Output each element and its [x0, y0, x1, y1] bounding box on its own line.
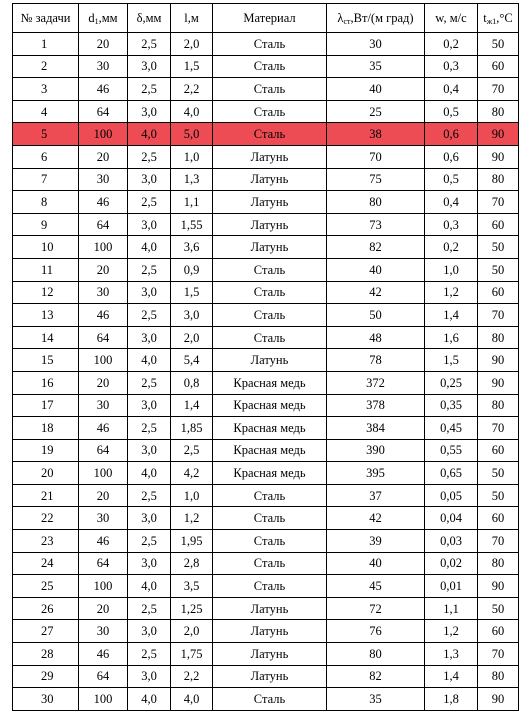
cell-diameter: 30: [79, 168, 128, 191]
header-velocity-text: w, м/с: [435, 11, 467, 25]
cell-thickness: 3,0: [128, 100, 171, 123]
cell-velocity: 1,2: [425, 281, 478, 304]
cell-length: 3,5: [171, 575, 213, 598]
cell-length: 1,75: [171, 643, 213, 666]
cell-length: 1,5: [171, 55, 213, 78]
cell-temperature: 60: [478, 439, 519, 462]
cell-thickness: 2,5: [128, 371, 171, 394]
cell-diameter: 64: [79, 552, 128, 575]
cell-thickness: 3,0: [128, 507, 171, 530]
cell-material: Красная медь: [213, 439, 327, 462]
cell-task-number: 19: [13, 439, 79, 462]
cell-conductivity: 80: [327, 643, 425, 666]
cell-temperature: 90: [478, 145, 519, 168]
cell-conductivity: 80: [327, 191, 425, 214]
cell-thickness: 2,5: [128, 78, 171, 101]
cell-conductivity: 35: [327, 688, 425, 711]
cell-task-number: 30: [13, 688, 79, 711]
cell-task-number: 3: [13, 78, 79, 101]
table-body: [13, 33, 519, 711]
cell-length: 1,2: [171, 507, 213, 530]
cell-thickness: 2,5: [128, 33, 171, 56]
cell-conductivity: 40: [327, 78, 425, 101]
header-diameter-unit: ,мм: [98, 11, 118, 25]
cell-velocity: 0,02: [425, 552, 478, 575]
cell-diameter: 30: [79, 281, 128, 304]
cell-temperature: 50: [478, 258, 519, 281]
cell-temperature: 60: [478, 281, 519, 304]
table-row: [13, 326, 519, 349]
cell-conductivity: 73: [327, 213, 425, 236]
cell-task-number: 5: [13, 123, 79, 146]
cell-thickness: 3,0: [128, 439, 171, 462]
cell-task-number: 29: [13, 665, 79, 688]
cell-conductivity: 82: [327, 665, 425, 688]
table-row: [13, 371, 519, 394]
cell-conductivity: 37: [327, 484, 425, 507]
cell-length: 2,2: [171, 665, 213, 688]
cell-temperature: 80: [478, 394, 519, 417]
table-row: [13, 168, 519, 191]
cell-thickness: 3,0: [128, 55, 171, 78]
cell-material: Латунь: [213, 665, 327, 688]
cell-diameter: 30: [79, 620, 128, 643]
header-thickness-text: δ,мм: [136, 11, 162, 25]
cell-velocity: 0,03: [425, 530, 478, 553]
cell-task-number: 10: [13, 236, 79, 259]
cell-velocity: 0,2: [425, 236, 478, 259]
table-row-highlighted: [13, 123, 519, 146]
cell-material: Латунь: [213, 597, 327, 620]
cell-diameter: 100: [79, 123, 128, 146]
cell-length: 1,4: [171, 394, 213, 417]
cell-diameter: 46: [79, 417, 128, 440]
cell-temperature: 90: [478, 349, 519, 372]
cell-length: 0,9: [171, 258, 213, 281]
cell-temperature: 80: [478, 168, 519, 191]
table-row: [13, 236, 519, 259]
cell-diameter: 100: [79, 236, 128, 259]
cell-length: 4,0: [171, 688, 213, 711]
table-row: [13, 597, 519, 620]
table-row: [13, 507, 519, 530]
cell-length: 4,0: [171, 100, 213, 123]
cell-thickness: 3,0: [128, 552, 171, 575]
cell-velocity: 0,6: [425, 123, 478, 146]
header-velocity: [425, 4, 478, 33]
cell-temperature: 50: [478, 484, 519, 507]
cell-velocity: 1,8: [425, 688, 478, 711]
header-conductivity: [327, 4, 425, 33]
cell-material: Красная медь: [213, 371, 327, 394]
cell-diameter: 30: [79, 394, 128, 417]
header-conductivity-subscript: ст: [343, 17, 351, 26]
cell-material: Красная медь: [213, 394, 327, 417]
cell-task-number: 20: [13, 462, 79, 485]
cell-task-number: 21: [13, 484, 79, 507]
cell-conductivity: 42: [327, 507, 425, 530]
cell-temperature: 70: [478, 304, 519, 327]
header-conductivity-unit: ,Вт/(м град): [350, 11, 414, 25]
cell-temperature: 90: [478, 371, 519, 394]
cell-length: 1,3: [171, 168, 213, 191]
header-temperature-unit: ,°С: [496, 11, 513, 25]
cell-temperature: 50: [478, 236, 519, 259]
cell-conductivity: 39: [327, 530, 425, 553]
cell-thickness: 4,0: [128, 462, 171, 485]
cell-temperature: 80: [478, 665, 519, 688]
header-task-number-text: № задачи: [20, 11, 71, 25]
table-row: [13, 484, 519, 507]
cell-material: Сталь: [213, 281, 327, 304]
cell-conductivity: 48: [327, 326, 425, 349]
cell-temperature: 90: [478, 575, 519, 598]
cell-task-number: 2: [13, 55, 79, 78]
cell-material: Латунь: [213, 620, 327, 643]
cell-conductivity: 25: [327, 100, 425, 123]
cell-thickness: 2,5: [128, 484, 171, 507]
header-task-number: [13, 4, 79, 33]
header-row: [13, 4, 519, 33]
table-row: [13, 462, 519, 485]
cell-conductivity: 30: [327, 33, 425, 56]
cell-velocity: 0,45: [425, 417, 478, 440]
cell-diameter: 46: [79, 530, 128, 553]
cell-material: Сталь: [213, 484, 327, 507]
cell-thickness: 3,0: [128, 213, 171, 236]
cell-conductivity: 45: [327, 575, 425, 598]
cell-conductivity: 372: [327, 371, 425, 394]
cell-task-number: 27: [13, 620, 79, 643]
cell-velocity: 0,65: [425, 462, 478, 485]
cell-length: 1,85: [171, 417, 213, 440]
cell-task-number: 28: [13, 643, 79, 666]
cell-conductivity: 378: [327, 394, 425, 417]
cell-diameter: 46: [79, 191, 128, 214]
cell-length: 2,8: [171, 552, 213, 575]
cell-conductivity: 40: [327, 552, 425, 575]
cell-velocity: 0,05: [425, 484, 478, 507]
cell-velocity: 0,55: [425, 439, 478, 462]
cell-temperature: 50: [478, 597, 519, 620]
cell-temperature: 70: [478, 643, 519, 666]
cell-material: Сталь: [213, 55, 327, 78]
cell-conductivity: 50: [327, 304, 425, 327]
header-diameter-symbol: d: [88, 11, 95, 25]
cell-thickness: 3,0: [128, 620, 171, 643]
cell-material: Латунь: [213, 168, 327, 191]
cell-velocity: 0,04: [425, 507, 478, 530]
cell-diameter: 64: [79, 213, 128, 236]
cell-thickness: 2,5: [128, 417, 171, 440]
cell-material: Красная медь: [213, 417, 327, 440]
cell-thickness: 4,0: [128, 236, 171, 259]
cell-diameter: 100: [79, 575, 128, 598]
cell-length: 4,2: [171, 462, 213, 485]
cell-length: 5,4: [171, 349, 213, 372]
cell-diameter: 100: [79, 462, 128, 485]
cell-task-number: 14: [13, 326, 79, 349]
cell-temperature: 70: [478, 417, 519, 440]
cell-velocity: 1,4: [425, 665, 478, 688]
cell-thickness: 2,5: [128, 643, 171, 666]
table-row: [13, 100, 519, 123]
header-length-text: l,м: [184, 11, 199, 25]
cell-task-number: 1: [13, 33, 79, 56]
cell-velocity: 1,1: [425, 597, 478, 620]
cell-temperature: 70: [478, 191, 519, 214]
cell-diameter: 100: [79, 688, 128, 711]
cell-material: Латунь: [213, 145, 327, 168]
cell-temperature: 50: [478, 462, 519, 485]
cell-length: 1,1: [171, 191, 213, 214]
header-length: [171, 4, 213, 33]
cell-temperature: 70: [478, 78, 519, 101]
cell-material: Сталь: [213, 258, 327, 281]
table-row: [13, 688, 519, 711]
cell-conductivity: 38: [327, 123, 425, 146]
cell-diameter: 46: [79, 78, 128, 101]
table-row: [13, 439, 519, 462]
cell-task-number: 18: [13, 417, 79, 440]
cell-material: Сталь: [213, 552, 327, 575]
cell-conductivity: 40: [327, 258, 425, 281]
cell-length: 1,0: [171, 145, 213, 168]
table-row: [13, 304, 519, 327]
cell-diameter: 20: [79, 597, 128, 620]
cell-thickness: 2,5: [128, 597, 171, 620]
cell-task-number: 23: [13, 530, 79, 553]
cell-temperature: 60: [478, 55, 519, 78]
header-temperature-symbol: t: [483, 11, 487, 25]
cell-conductivity: 384: [327, 417, 425, 440]
cell-thickness: 4,0: [128, 688, 171, 711]
cell-task-number: 26: [13, 597, 79, 620]
cell-velocity: 0,4: [425, 78, 478, 101]
cell-length: 2,5: [171, 439, 213, 462]
cell-task-number: 25: [13, 575, 79, 598]
table-row: [13, 417, 519, 440]
cell-velocity: 0,35: [425, 394, 478, 417]
cell-material: Сталь: [213, 78, 327, 101]
cell-task-number: 12: [13, 281, 79, 304]
cell-material: Сталь: [213, 688, 327, 711]
cell-task-number: 7: [13, 168, 79, 191]
table-row: [13, 552, 519, 575]
cell-velocity: 0,3: [425, 213, 478, 236]
table-row: [13, 530, 519, 553]
table-row: [13, 78, 519, 101]
cell-material: Латунь: [213, 349, 327, 372]
header-temperature-subscript: ж1: [486, 17, 497, 26]
cell-temperature: 60: [478, 213, 519, 236]
variants-table-container: [12, 3, 518, 711]
cell-temperature: 90: [478, 123, 519, 146]
cell-diameter: 64: [79, 439, 128, 462]
cell-velocity: 0,4: [425, 191, 478, 214]
table-row: [13, 258, 519, 281]
cell-task-number: 9: [13, 213, 79, 236]
header-temperature: [478, 4, 519, 33]
cell-length: 2,0: [171, 326, 213, 349]
table-header: [13, 4, 519, 33]
cell-material: Сталь: [213, 507, 327, 530]
cell-task-number: 22: [13, 507, 79, 530]
cell-task-number: 8: [13, 191, 79, 214]
cell-material: Латунь: [213, 236, 327, 259]
cell-diameter: 20: [79, 33, 128, 56]
cell-conductivity: 75: [327, 168, 425, 191]
cell-conductivity: 82: [327, 236, 425, 259]
table-row: [13, 281, 519, 304]
cell-velocity: 0,6: [425, 145, 478, 168]
table-row: [13, 213, 519, 236]
cell-thickness: 3,0: [128, 326, 171, 349]
cell-velocity: 1,5: [425, 349, 478, 372]
cell-task-number: 17: [13, 394, 79, 417]
cell-length: 1,95: [171, 530, 213, 553]
cell-diameter: 20: [79, 484, 128, 507]
cell-length: 2,0: [171, 33, 213, 56]
header-diameter-subscript: 1: [94, 17, 99, 26]
cell-conductivity: 35: [327, 55, 425, 78]
cell-diameter: 20: [79, 258, 128, 281]
table-row: [13, 55, 519, 78]
cell-temperature: 60: [478, 620, 519, 643]
cell-conductivity: 78: [327, 349, 425, 372]
cell-length: 1,0: [171, 484, 213, 507]
cell-diameter: 20: [79, 145, 128, 168]
cell-velocity: 0,5: [425, 168, 478, 191]
cell-material: Красная медь: [213, 462, 327, 485]
table-row: [13, 33, 519, 56]
cell-material: Латунь: [213, 191, 327, 214]
cell-velocity: 1,4: [425, 304, 478, 327]
header-material-text: Материал: [243, 11, 296, 25]
cell-thickness: 2,5: [128, 145, 171, 168]
cell-task-number: 4: [13, 100, 79, 123]
cell-length: 2,2: [171, 78, 213, 101]
cell-length: 1,55: [171, 213, 213, 236]
cell-velocity: 1,0: [425, 258, 478, 281]
cell-material: Сталь: [213, 304, 327, 327]
cell-conductivity: 390: [327, 439, 425, 462]
cell-length: 1,25: [171, 597, 213, 620]
header-thickness: [128, 4, 171, 33]
cell-length: 3,6: [171, 236, 213, 259]
cell-velocity: 1,3: [425, 643, 478, 666]
cell-thickness: 4,0: [128, 575, 171, 598]
header-material: [213, 4, 327, 33]
cell-task-number: 16: [13, 371, 79, 394]
cell-thickness: 3,0: [128, 394, 171, 417]
cell-velocity: 1,2: [425, 620, 478, 643]
cell-velocity: 0,25: [425, 371, 478, 394]
cell-material: Латунь: [213, 643, 327, 666]
cell-thickness: 3,0: [128, 168, 171, 191]
cell-diameter: 20: [79, 371, 128, 394]
cell-thickness: 2,5: [128, 258, 171, 281]
cell-material: Сталь: [213, 100, 327, 123]
cell-diameter: 30: [79, 507, 128, 530]
cell-diameter: 64: [79, 665, 128, 688]
cell-velocity: 0,2: [425, 33, 478, 56]
cell-thickness: 2,5: [128, 530, 171, 553]
cell-velocity: 0,3: [425, 55, 478, 78]
cell-length: 1,5: [171, 281, 213, 304]
cell-diameter: 46: [79, 643, 128, 666]
cell-conductivity: 76: [327, 620, 425, 643]
cell-thickness: 2,5: [128, 304, 171, 327]
cell-material: Сталь: [213, 33, 327, 56]
cell-velocity: 0,01: [425, 575, 478, 598]
cell-temperature: 70: [478, 530, 519, 553]
cell-material: Латунь: [213, 213, 327, 236]
cell-task-number: 6: [13, 145, 79, 168]
cell-thickness: 4,0: [128, 123, 171, 146]
cell-conductivity: 70: [327, 145, 425, 168]
cell-task-number: 11: [13, 258, 79, 281]
cell-velocity: 1,6: [425, 326, 478, 349]
table-row: [13, 349, 519, 372]
cell-task-number: 15: [13, 349, 79, 372]
cell-diameter: 30: [79, 55, 128, 78]
cell-length: 5,0: [171, 123, 213, 146]
cell-diameter: 100: [79, 349, 128, 372]
table-row: [13, 145, 519, 168]
table-row: [13, 620, 519, 643]
cell-conductivity: 395: [327, 462, 425, 485]
cell-task-number: 24: [13, 552, 79, 575]
header-conductivity-symbol: λ: [337, 11, 344, 25]
table-row: [13, 665, 519, 688]
cell-thickness: 3,0: [128, 665, 171, 688]
cell-material: Сталь: [213, 575, 327, 598]
cell-temperature: 90: [478, 688, 519, 711]
cell-material: Сталь: [213, 530, 327, 553]
variants-table: [12, 3, 519, 711]
table-row: [13, 394, 519, 417]
cell-thickness: 4,0: [128, 349, 171, 372]
cell-thickness: 3,0: [128, 281, 171, 304]
cell-diameter: 46: [79, 304, 128, 327]
cell-task-number: 13: [13, 304, 79, 327]
cell-conductivity: 72: [327, 597, 425, 620]
cell-temperature: 50: [478, 33, 519, 56]
table-row: [13, 191, 519, 214]
table-row: [13, 575, 519, 598]
cell-thickness: 2,5: [128, 191, 171, 214]
cell-conductivity: 42: [327, 281, 425, 304]
cell-temperature: 60: [478, 507, 519, 530]
cell-temperature: 80: [478, 100, 519, 123]
cell-diameter: 64: [79, 100, 128, 123]
cell-velocity: 0,5: [425, 100, 478, 123]
cell-length: 3,0: [171, 304, 213, 327]
cell-length: 2,0: [171, 620, 213, 643]
cell-diameter: 64: [79, 326, 128, 349]
cell-material: Сталь: [213, 123, 327, 146]
table-row: [13, 643, 519, 666]
cell-length: 0,8: [171, 371, 213, 394]
cell-temperature: 80: [478, 326, 519, 349]
cell-material: Сталь: [213, 326, 327, 349]
header-diameter: [79, 4, 128, 33]
cell-temperature: 80: [478, 552, 519, 575]
